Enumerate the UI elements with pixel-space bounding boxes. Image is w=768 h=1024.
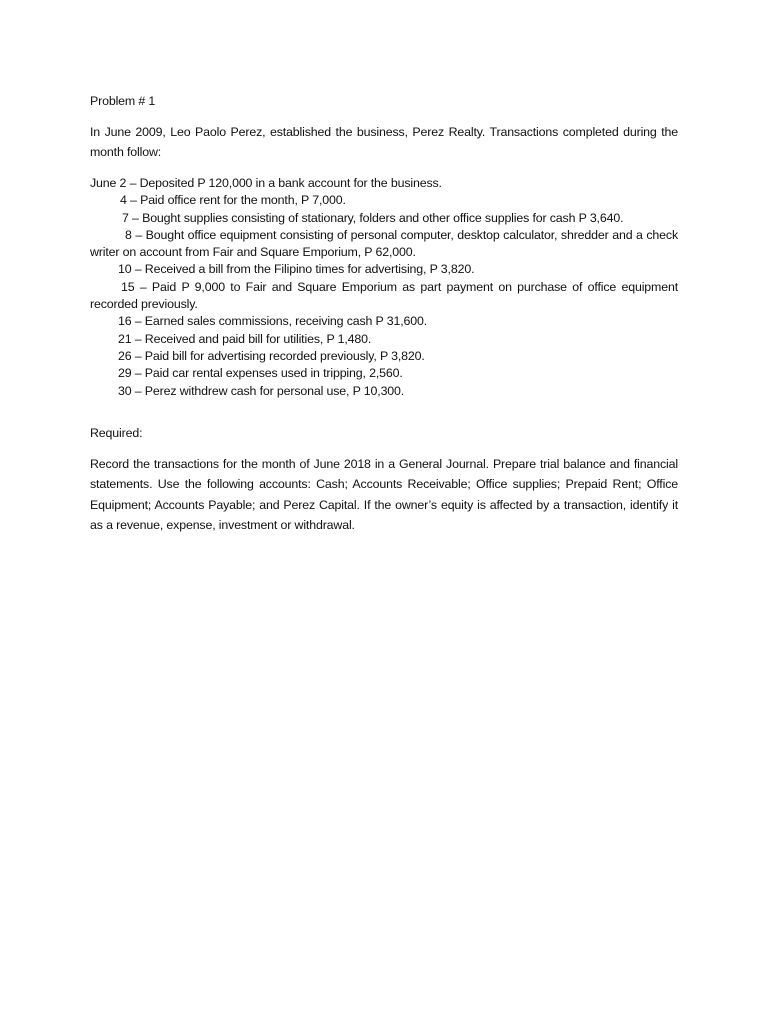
transaction-item <box>90 192 678 209</box>
transaction-date: 16 <box>118 314 132 329</box>
transaction-item <box>90 313 678 330</box>
transaction-item <box>90 331 678 348</box>
document-page <box>90 92 678 536</box>
transaction-text: – Paid car rental expenses used in tripping, 2,560. <box>131 366 403 381</box>
transaction-item <box>90 175 678 192</box>
transaction-text: – Received a bill from the Filipino times for advertising, P 3,820. <box>131 262 475 277</box>
transaction-date: 8 <box>125 227 132 242</box>
transaction-date: 26 <box>118 348 132 363</box>
required-heading: Required: <box>90 425 143 440</box>
transaction-item <box>90 348 678 365</box>
transaction-text: – Paid P 9,000 to Fair and Square Emporium as part payment on purchase of office equipment recorded previously. <box>90 279 678 312</box>
transaction-date: June 2 <box>90 176 127 190</box>
transaction-date: 7 <box>122 210 129 225</box>
transaction-date: 10 <box>118 262 132 277</box>
transaction-item <box>90 210 678 227</box>
transaction-date: 21 <box>118 331 132 346</box>
transaction-text: – Bought office equipment consisting of personal computer, desktop calculator, shredder and a check writer on account from Fair and Square Emporium, P 62,000. <box>90 227 678 260</box>
required-text: Record the transactions for the month of June 2018 in a General Journal. Prepare trial balance and financial statements. Use the following accounts: Cash; Accounts Receivable; Office supplies; Prepaid Rent; Office Equipment; Accounts Payable; and Perez Capital. If the owner’s equity is affected by a transaction, identify it as a revenue, expense, investment or withdrawal. <box>90 456 678 533</box>
transaction-list <box>90 175 678 400</box>
transaction-date: 4 <box>120 193 127 208</box>
problem-intro: In June 2009, Leo Paolo Perez, established the business, Perez Realty. Transactions completed during the month follow: <box>90 125 678 159</box>
transaction-item <box>90 261 678 278</box>
transaction-item <box>90 279 678 314</box>
transaction-item <box>90 383 678 400</box>
problem-heading: Problem # 1 <box>90 94 156 108</box>
transaction-item <box>90 227 678 262</box>
transaction-text: – Earned sales commissions, receiving cash P 31,600. <box>131 314 428 329</box>
transaction-date: 30 <box>118 383 132 398</box>
transaction-item <box>90 365 678 382</box>
transaction-text: – Received and paid bill for utilities, P 1,480. <box>131 331 372 346</box>
transaction-text: – Paid bill for advertising recorded previously, P 3,820. <box>131 348 425 363</box>
transaction-text: – Paid office rent for the month, P 7,000. <box>126 193 346 208</box>
transaction-text: – Deposited P 120,000 in a bank account for the business. <box>126 176 442 190</box>
transaction-text: – Bought supplies consisting of stationary, folders and other office supplies for cash P 3,640. <box>128 210 624 225</box>
transaction-text: – Perez withdrew cash for personal use, P 10,300. <box>131 383 405 398</box>
transaction-date: 29 <box>118 366 132 381</box>
transaction-date: 15 <box>121 279 135 294</box>
